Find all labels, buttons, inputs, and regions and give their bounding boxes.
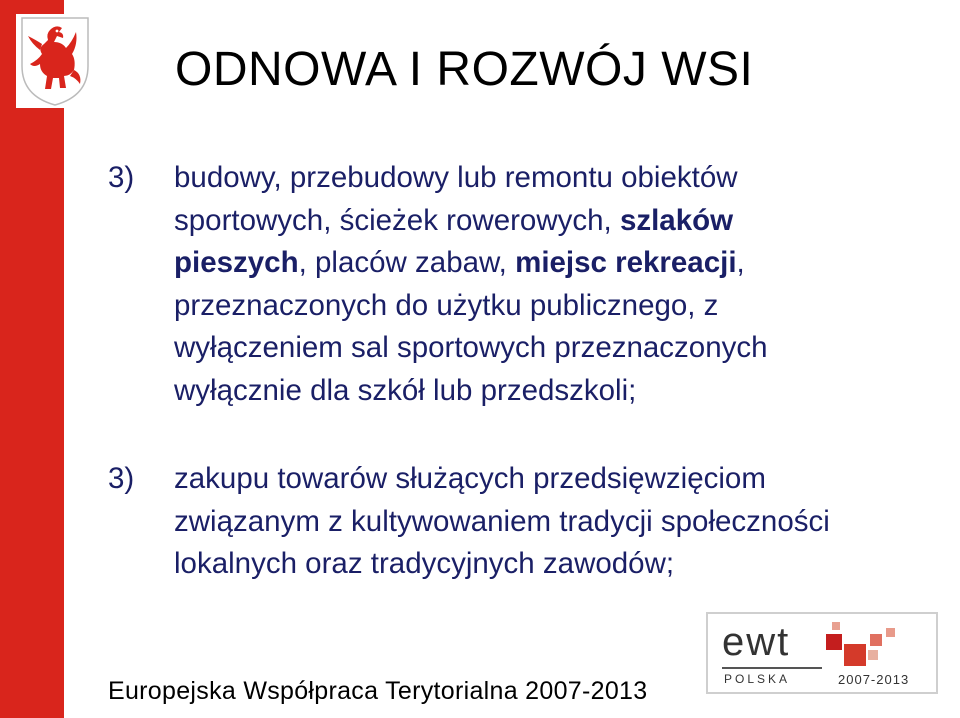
ewt-logo-word: ewt: [722, 620, 791, 664]
text-run: związanym z kultywowaniem tradycji społeczności: [174, 504, 830, 538]
text-run: wyłącznie dla szkół lub przedszkoli;: [174, 373, 637, 407]
bold-text: szlaków: [619, 203, 734, 237]
text-run: budowy, przebudowy lub remontu obiektów: [174, 161, 738, 194]
page-title: ODNOWA I ROZWÓJ WSI: [175, 43, 754, 96]
ewt-logo: [706, 612, 938, 694]
bold-text: pieszych: [174, 246, 299, 279]
ewt-logo-years: 2007-2013: [838, 672, 910, 687]
ewt-logo-country: POLSKA: [724, 672, 791, 686]
text-line: [174, 327, 948, 370]
text-run: , placów zabaw,: [298, 246, 516, 279]
text-line: [174, 370, 948, 413]
text-run: sportowych, ścieżek rowerowych,: [174, 203, 620, 237]
text-line: [174, 157, 948, 200]
text-line: [174, 501, 948, 544]
text-line: [174, 458, 948, 501]
text-run: ,: [736, 246, 745, 279]
list-item-text: [174, 458, 948, 586]
text-run: przeznaczonych do użytku publicznego, z: [174, 288, 719, 322]
logo-square: [826, 634, 842, 650]
list-item: [108, 458, 948, 586]
text-line: [174, 200, 948, 243]
text-line: [174, 543, 948, 586]
list-item-number: 3): [108, 161, 135, 194]
logo-square: [886, 628, 895, 637]
coat-of-arms: [16, 14, 94, 108]
footer-program-name: Europejska Współpraca Terytorialna 2007-2013: [108, 677, 648, 705]
ewt-logo-divider: [722, 667, 822, 669]
text-line: [174, 285, 948, 328]
logo-square: [870, 634, 882, 646]
text-run: zakupu towarów służących przedsięwzięciom: [174, 462, 766, 495]
logo-square: [868, 650, 878, 660]
text-run: wyłączeniem sal sportowych przeznaczonych: [174, 331, 768, 364]
bold-text: miejsc rekreacji: [515, 246, 737, 279]
logo-square: [832, 622, 840, 630]
list-item-text: [174, 157, 948, 412]
text-line: [174, 242, 948, 285]
logo-square: [844, 644, 866, 666]
list-item: [108, 157, 948, 412]
list-item-number: 3): [108, 462, 135, 495]
text-run: lokalnych oraz tradycyjnych zawodów;: [174, 547, 675, 580]
griffin-coat-of-arms-icon: [16, 14, 94, 108]
